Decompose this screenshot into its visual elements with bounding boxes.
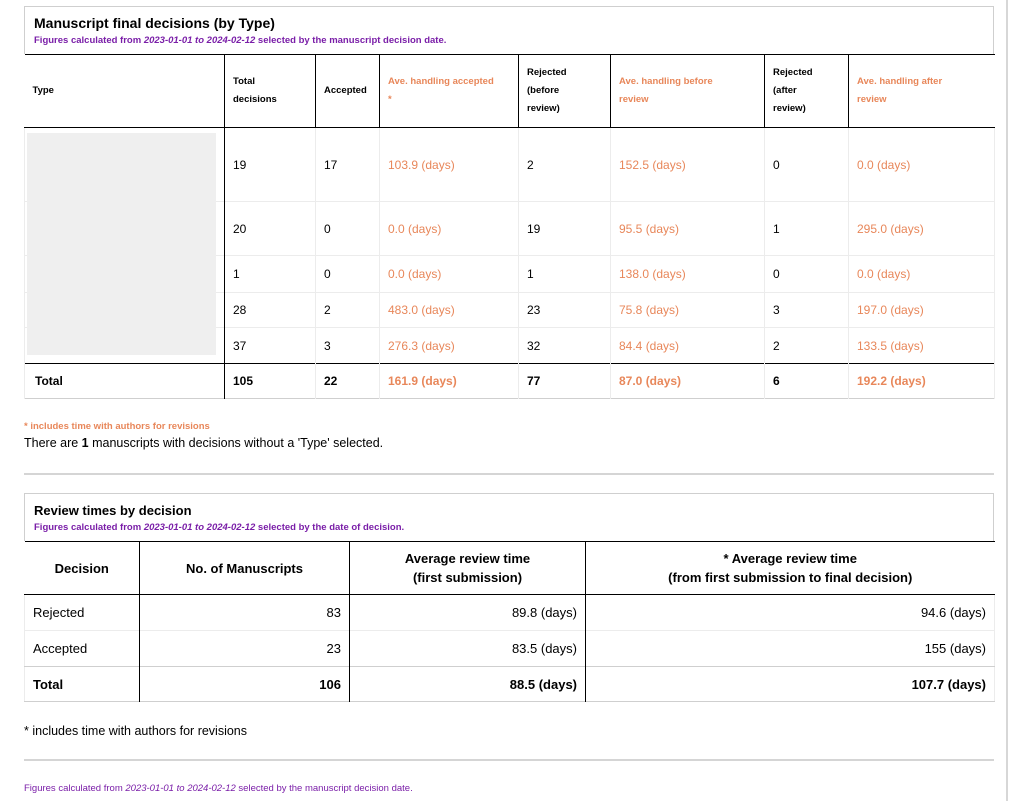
rejected-after-cell: 2: [765, 328, 849, 364]
table-header-row: [25, 55, 995, 128]
decision-cell: Accepted: [25, 631, 140, 667]
avg-before-cell: 152.5 (days): [611, 128, 765, 202]
avg-accepted-cell: 276.3 (days): [380, 328, 519, 364]
avg-final-cell: 94.6 (days): [586, 595, 995, 631]
avg-before-cell: 84.4 (days): [611, 328, 765, 364]
avg-before-cell: 75.8 (days): [611, 293, 765, 328]
col-avg-first[interactable]: Average review time (first submission): [350, 542, 586, 595]
footnote-2: * includes time with authors for revisions: [24, 724, 248, 738]
avg-after-cell: 0.0 (days): [849, 256, 995, 293]
total-cell: 19: [225, 128, 316, 202]
num-cell: 106: [140, 667, 350, 702]
total-cell: 1: [225, 256, 316, 293]
avg-after-cell: 133.5 (days): [849, 328, 995, 364]
num-cell: 23: [140, 631, 350, 667]
avg-before-cell: 138.0 (days): [611, 256, 765, 293]
panel-header: [24, 6, 994, 54]
accepted-cell: 2: [316, 293, 380, 328]
avg-after-cell: 197.0 (days): [849, 293, 995, 328]
panel-subtitle: Figures calculated from 2023-01-01 to 2024-02-12 selected by the date of decision.: [34, 522, 405, 533]
avg-before-cell: 87.0 (days): [611, 364, 765, 399]
total-row: [25, 364, 995, 399]
review-times-panel: [24, 493, 994, 702]
accepted-cell: 22: [316, 364, 380, 399]
panel-subtitle: Figures calculated from 2023-01-01 to 2024-02-12 selected by the manuscript decision date.: [34, 35, 447, 46]
bottom-note: Figures calculated from 2023-01-01 to 2024-02-12 selected by the manuscript decision date.: [24, 783, 413, 794]
footnote: * includes time with authors for revisions: [24, 421, 210, 432]
rejected-after-cell: 6: [765, 364, 849, 399]
avg-after-cell: 295.0 (days): [849, 202, 995, 256]
avg-accepted-cell: 0.0 (days): [380, 202, 519, 256]
accepted-cell: 17: [316, 128, 380, 202]
col-avg-handling-after[interactable]: Ave. handling after review: [849, 55, 995, 128]
total-cell: 37: [225, 328, 316, 364]
avg-accepted-cell: 0.0 (days): [380, 256, 519, 293]
avg-after-cell: 192.2 (days): [849, 364, 995, 399]
missing-type-info: There are 1 manuscripts with decisions without a 'Type' selected.: [24, 436, 384, 450]
total-cell: 105: [225, 364, 316, 399]
num-cell: 83: [140, 595, 350, 631]
avg-first-cell: 89.8 (days): [350, 595, 586, 631]
accepted-cell: 3: [316, 328, 380, 364]
col-num-manuscripts[interactable]: No. of Manuscripts: [140, 542, 350, 595]
panel-title: Manuscript final decisions (by Type): [34, 15, 275, 31]
avg-final-cell: 155 (days): [586, 631, 995, 667]
col-avg-handling-accepted[interactable]: Ave. handling accepted *: [380, 55, 519, 128]
table-header-row: [25, 542, 995, 595]
rejected-before-cell: 23: [519, 293, 611, 328]
decision-cell: Total: [25, 667, 140, 702]
avg-accepted-cell: 483.0 (days): [380, 293, 519, 328]
rejected-after-cell: 1: [765, 202, 849, 256]
col-rejected-before[interactable]: Rejected (before review): [519, 55, 611, 128]
rejected-before-cell: 1: [519, 256, 611, 293]
col-accepted[interactable]: Accepted: [316, 55, 380, 128]
table-row: [25, 595, 995, 631]
total-cell: 20: [225, 202, 316, 256]
redacted-type-labels: [27, 133, 216, 355]
rejected-after-cell: 0: [765, 256, 849, 293]
footnote-block: [24, 421, 994, 450]
avg-final-cell: 107.7 (days): [586, 667, 995, 702]
accepted-cell: 0: [316, 202, 380, 256]
rejected-after-cell: 3: [765, 293, 849, 328]
review-times-table: [24, 541, 995, 702]
avg-first-cell: 83.5 (days): [350, 631, 586, 667]
total-label: Total: [25, 364, 225, 399]
total-row: [25, 667, 995, 702]
col-avg-handling-before[interactable]: Ave. handling before review: [611, 55, 765, 128]
col-type[interactable]: Type: [25, 55, 225, 128]
avg-first-cell: 88.5 (days): [350, 667, 586, 702]
divider: [24, 473, 994, 475]
avg-accepted-cell: 103.9 (days): [380, 128, 519, 202]
col-total-decisions[interactable]: Total decisions: [225, 55, 316, 128]
avg-after-cell: 0.0 (days): [849, 128, 995, 202]
right-border: [1006, 0, 1008, 801]
divider: [24, 759, 994, 761]
table-row: [25, 631, 995, 667]
rejected-before-cell: 32: [519, 328, 611, 364]
rejected-after-cell: 0: [765, 128, 849, 202]
panel-title: Review times by decision: [34, 503, 192, 518]
accepted-cell: 0: [316, 256, 380, 293]
rejected-before-cell: 77: [519, 364, 611, 399]
col-avg-final[interactable]: * Average review time (from first submission to final decision): [586, 542, 995, 595]
avg-accepted-cell: 161.9 (days): [380, 364, 519, 399]
manuscript-decisions-panel: [24, 6, 994, 399]
total-cell: 28: [225, 293, 316, 328]
rejected-before-cell: 2: [519, 128, 611, 202]
decision-cell: Rejected: [25, 595, 140, 631]
col-decision[interactable]: Decision: [25, 542, 140, 595]
rejected-before-cell: 19: [519, 202, 611, 256]
avg-before-cell: 95.5 (days): [611, 202, 765, 256]
col-rejected-after[interactable]: Rejected (after review): [765, 55, 849, 128]
panel-header: [24, 493, 994, 541]
